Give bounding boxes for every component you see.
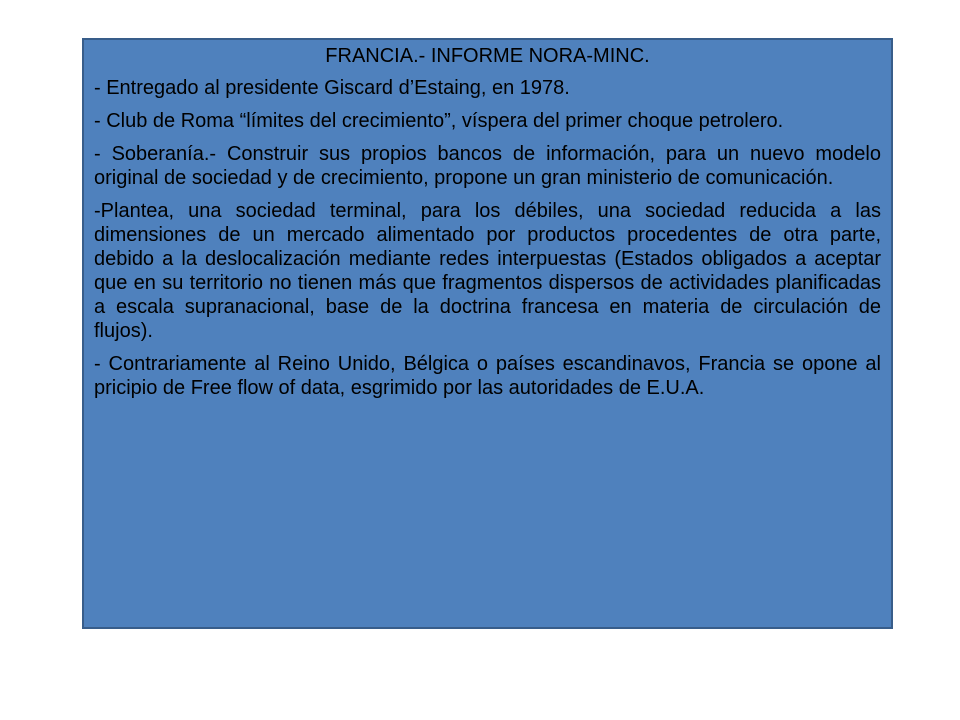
paragraph-free-flow: - Contrariamente al Reino Unido, Bélgica o países escandinavos, Francia se opone al pricipio de Free flow of data, esgrimido por las autoridades de E.U.A. bbox=[94, 353, 881, 399]
paragraph-delivery: - Entregado al presidente Giscard d’Estaing, en 1978. bbox=[94, 77, 570, 99]
paragraph-club-de-roma: - Club de Roma “límites del crecimiento”, víspera del primer choque petrolero. bbox=[94, 110, 784, 132]
slide-title: FRANCIA.- INFORME NORA-MINC. bbox=[325, 45, 650, 67]
paragraph-soberania: - Soberanía.- Construir sus propios bancos de información, para un nuevo modelo original de sociedad y de crecimiento, propone un gran ministerio de comunicación. bbox=[94, 143, 881, 189]
text-box bbox=[82, 38, 893, 629]
paragraph-sociedad-terminal: -Plantea, una sociedad terminal, para los débiles, una sociedad reducida a las dimensiones de un mercado alimentado por productos procedentes de otra parte, debido a la deslocalización mediante redes interpuestas (Estados obligados a aceptar que en su territorio no tienen más que fragmentos dispersos de actividades planificadas a escala supranacional, base de la doctrina francesa en materia de circulación de flujos). bbox=[94, 200, 881, 342]
